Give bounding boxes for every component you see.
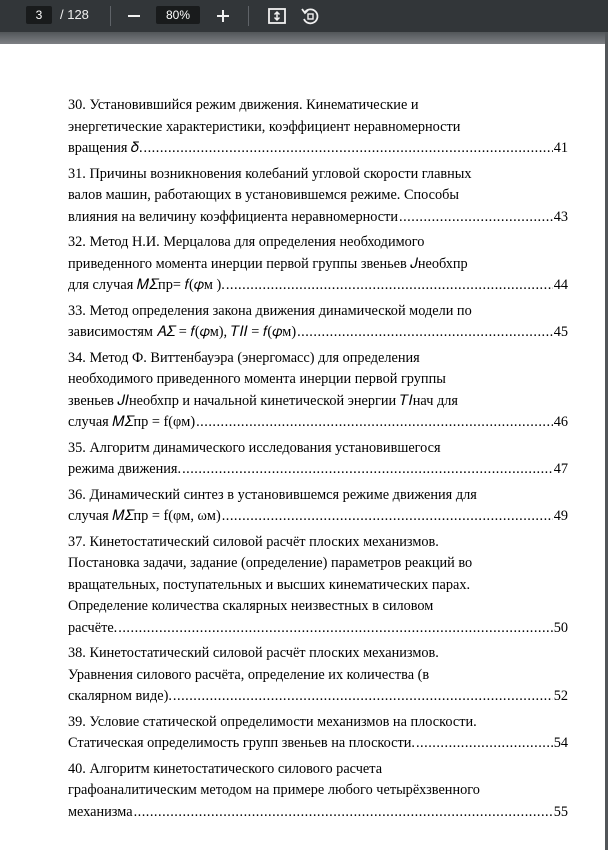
plus-icon [211,4,235,28]
toc-entry[interactable] [68,95,568,160]
fit-page-button[interactable] [265,4,289,28]
dot-leader [134,802,553,824]
toc-entry-line: приведенного момента инерции первой группы звеньев 𝐽необхпр [68,255,468,272]
toc-entry-line: 37. Кинетостатический силовой расчёт плоских механизмов. [68,533,439,550]
toc-entry-text: для случая 𝑀𝛴пр= 𝑓(𝜑м ). [68,277,225,293]
pdf-toolbar [0,0,608,32]
toc-entry[interactable] [68,759,568,824]
toc-entry[interactable] [68,301,568,344]
toc-entry[interactable] [68,712,568,755]
toc-entry[interactable] [68,643,568,708]
toc-entry-line: Определение количества скалярных неизвестных в силовом [68,598,434,614]
toc-entry-text: режима движения. [68,461,182,477]
toc-page-number: 49 [553,508,568,524]
dot-leader [399,207,553,229]
toc-entry-line: необходимого приведенного момента инерции первой группы [68,371,446,387]
toc-entry-line: 32. Метод Н.И. Мерцалова для определения необходимого [68,234,425,250]
toc-entry-last-line [68,275,568,297]
dot-leader [222,506,553,528]
toc-entry-line: Уравнения силового расчёта, определение их количества (в [68,666,430,683]
toc-entry-line: 38. Кинетостатический силовой расчёт плоских механизмов. [68,645,439,661]
viewer-background [0,32,608,44]
toc-entry[interactable] [68,232,568,297]
toc-entry[interactable] [68,348,568,434]
rotate-button[interactable] [298,4,322,28]
rotate-icon [298,4,322,28]
toc-entry-last-line [68,207,568,229]
toc-entry-line: энергетические характеристики, коэффициент неравномерности [68,118,461,135]
toc-page-number: 52 [553,688,568,704]
dot-leader [182,459,553,481]
toc-entry[interactable] [68,438,568,481]
toc-entry-text: зависимостям 𝐴𝛴 = 𝑓(𝜑м), 𝑇𝐼𝐼 = 𝑓(𝜑м) [68,324,297,340]
toc-entry[interactable] [68,164,568,229]
page-total: / 128 [60,7,89,22]
toc-page-number: 43 [553,208,568,225]
toc-entry-last-line [68,412,568,434]
toc-entry-line: 39. Условие статической определимости механизмов на плоскости. [68,713,477,730]
zoom-level-input[interactable]: 80% [156,6,200,24]
toc-entry[interactable] [68,485,568,528]
toc-entry-text: механизма [68,803,133,820]
toc-entry-line: 40. Алгоритм кинетостатического силового расчета [68,760,383,777]
zoom-out-button[interactable] [122,4,146,28]
toc-page-number: 46 [553,414,568,430]
toc-entry-last-line [68,618,568,640]
dot-leader [297,322,553,344]
toc-entry-line: графоаналитическим методом на примере любого четырёхзвенного [68,782,480,798]
fit-page-icon [265,4,289,28]
toc-entry-line: вращательных, поступательных и высших кинематических парах. [68,576,471,593]
toc-entry-line: 33. Метод определения закона движения динамической модели по [68,302,472,319]
minus-icon [122,4,146,28]
dot-leader [144,138,553,160]
toc-entry-line: 34. Метод Ф. Виттенбауэра (энергомасс) для определения [68,349,420,366]
toc-entry-text: скалярном виде). [68,688,172,704]
toc-entry-text: вращения 𝛿. [68,140,143,156]
dot-leader [226,275,553,297]
toolbar-divider [110,6,111,26]
page-number-input[interactable]: 3 [26,6,52,24]
toc-entry-text: Статическая определимость групп звеньев на плоскости. [68,735,415,751]
toc-page-number: 45 [553,324,568,340]
dot-leader [118,618,552,640]
toc-entry-line: Постановка задачи, задание (определение) параметров реакций во [68,555,473,571]
dot-leader [416,733,553,755]
toc-page-number: 44 [553,277,568,293]
toc-entry-last-line [68,138,568,160]
dot-leader [196,412,553,434]
toc-entry-last-line [68,322,568,344]
toc-entry-last-line [68,459,568,481]
zoom-in-button[interactable] [211,4,235,28]
toc-entry-line: 36. Динамический синтез в установившемся режиме движения для [68,486,477,503]
toc-page-number: 54 [553,735,568,751]
table-of-contents [68,95,568,827]
toc-entry-line: 31. Причины возникновения колебаний угловой скорости главных [68,165,472,182]
toc-entry-line: 35. Алгоритм динамического исследования установившегося [68,439,441,456]
toc-entry-last-line [68,686,568,708]
dot-leader [173,686,553,708]
toc-entry[interactable] [68,532,568,640]
pdf-page [0,44,605,850]
toc-page-number: 55 [553,803,568,820]
toc-entry-text: расчёте. [68,619,118,636]
toc-page-number: 41 [553,140,568,156]
toc-entry-last-line [68,802,568,824]
toc-entry-line: 30. Установившийся режим движения. Кинематические и [68,97,419,113]
toolbar-divider [248,6,249,26]
toc-page-number: 47 [553,461,568,477]
toc-entry-last-line [68,733,568,755]
toc-entry-text: влияния на величину коэффициента неравномерности [68,208,399,225]
toc-entry-line: валов машин, работающих в установившемся режиме. Способы [68,187,460,203]
toc-entry-last-line [68,506,568,528]
toc-entry-text: случая 𝑀𝛴пр = f(φм, ωм) [68,508,221,524]
toc-entry-text: случая 𝑀𝛴пр = f(φм) [68,414,196,430]
toc-page-number: 50 [553,619,568,636]
toc-entry-line: звеньев 𝐽𝐼необхпр и начальной кинетической энергии 𝑇𝐼нач для [68,392,458,409]
